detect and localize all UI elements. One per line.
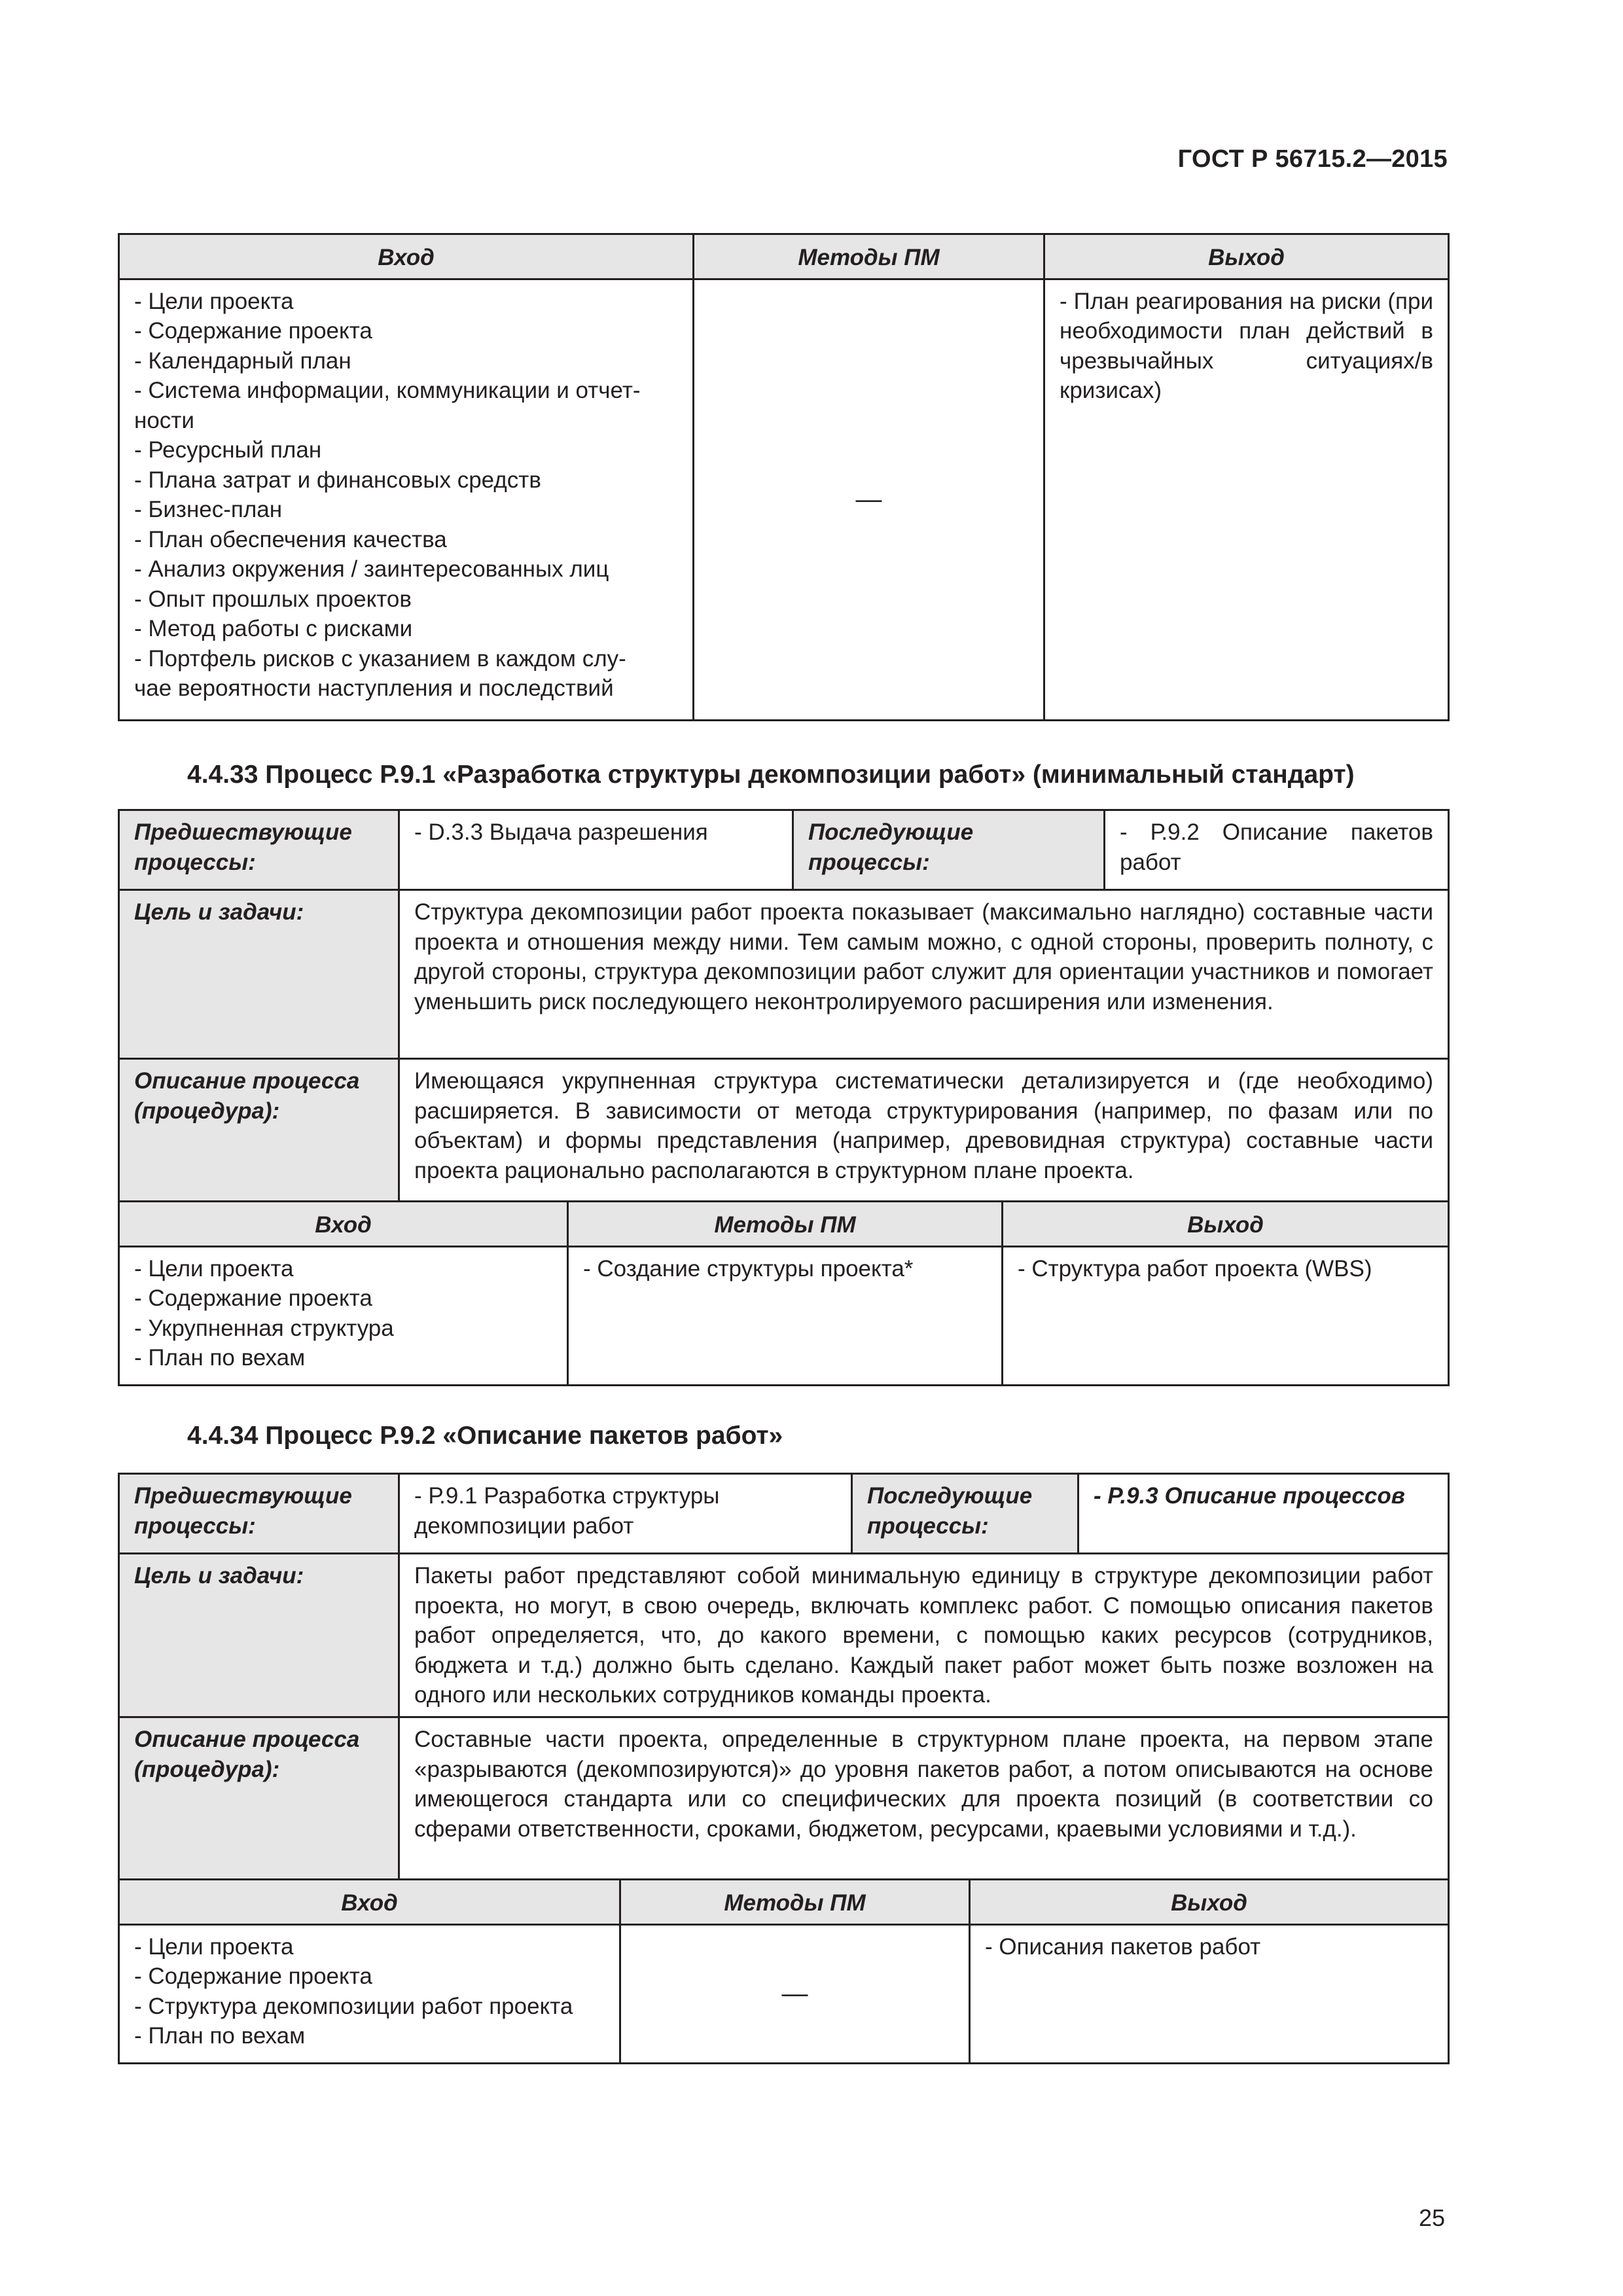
successors-value: - Р.9.3 Описание процессов	[1079, 1474, 1449, 1554]
output-column-header: Выход	[1003, 1202, 1449, 1247]
methods-column-header: Методы ПМ	[694, 234, 1044, 279]
process-table-p92	[118, 1473, 1450, 1880]
goal-text: Пакеты работ представляют собой минимальную единицу в структуре декомпозиции работ проекта, но могут, в свою очередь, включать комплекс работ. С помощью описания пакетов работ определяется, что, до какого времени, с помощью каких ресурсов (сотрудников, бюджета и т.д.) должно быть сделано. Каждый пакет работ может быть позже возложен на одного или нескольких сотрудников команды проекта.	[399, 1554, 1449, 1717]
predecessors-label: Предшествующие процессы:	[119, 810, 399, 890]
output-cell: - Структура работ проекта (WBS)	[1003, 1246, 1449, 1385]
inputs-list	[119, 279, 694, 720]
goal-text: Структура декомпозиции работ проекта показывает (максимально наглядно) составные части проекта и отношения между ними. Тем самым можно, с одной стороны, проверить полноту, с другой стороны, структура декомпозиции работ служит для ориентации участников и помогает уменьшить риск последующего неконтролируемого расширения или изменения.	[399, 890, 1449, 1059]
list-item: - Портфель рисков с указанием в каждом слу-	[134, 645, 626, 672]
procedure-text: Составные части проекта, определенные в структурном плане проекта, на первом этапе «разрываются (декомпозируются)» до уровня пакетов работ, а потом описываются на основе имеющегося стандарта или со специфических для проекта позиций (в соответствии со сферами ответственности, сроками, бюджетом, ресурсами, краевыми условиями и т.д.).	[399, 1717, 1449, 1880]
list-item: - Содержание проекта	[134, 1285, 372, 1311]
procedure-text: Имеющаяся укрупненная структура систематически детализируется и (где необходимо) расширяется. В зависимости от метода структурирования (например, по фазам или по объектам) и формы представления (например, древовидная структура) составные части проекта рационально располагаются в структурном плане проекта.	[399, 1059, 1449, 1202]
list-item: - Метод работы с рисками	[134, 616, 413, 641]
process-table-p91	[118, 809, 1450, 1202]
predecessors-label: Предшествующие процессы:	[119, 1474, 399, 1554]
list-item: - Система информации, коммуникации и отчет-	[134, 378, 641, 403]
output-cell: - План реагирования на риски (при необходимости план действий в чрезвычайных ситуациях/в кризисах)	[1044, 279, 1449, 720]
page-number: 25	[1418, 2204, 1445, 2231]
list-item: - Содержание проекта	[134, 1964, 372, 1989]
input-column-header: Вход	[119, 234, 694, 279]
list-item: - Бизнес-план	[134, 497, 283, 522]
output-column-header: Выход	[1044, 234, 1449, 279]
list-item: - Укрупненная структура	[134, 1315, 394, 1341]
list-item: - Цели проекта	[134, 1933, 294, 1960]
methods-cell: - Создание структуры проекта*	[568, 1246, 1003, 1385]
list-item: - План по вехам	[134, 1345, 306, 1371]
list-item: - Плана затрат и финансовых средств	[134, 467, 541, 493]
inputs-list	[119, 1246, 568, 1385]
list-item: - Опыт прошлых проектов	[134, 586, 412, 612]
methods-column-header: Методы ПМ	[620, 1880, 970, 1925]
list-item: - Содержание проекта	[134, 318, 372, 344]
io-table-p92	[118, 1878, 1450, 2064]
methods-cell: —	[620, 1924, 970, 2063]
list-item: - План обеспечения качества	[134, 526, 447, 552]
goal-label: Цель и задачи:	[119, 890, 399, 1059]
input-column-header: Вход	[119, 1880, 620, 1925]
goal-label: Цель и задачи:	[119, 1554, 399, 1717]
successors-label: Последующие процессы:	[852, 1474, 1079, 1554]
document-header: ГОСТ Р 56715.2—2015	[1177, 145, 1448, 173]
output-column-header: Выход	[970, 1880, 1449, 1925]
list-item: - Цели проекта	[134, 1255, 294, 1282]
predecessors-value: - D.3.3 Выдача разрешения	[399, 810, 793, 890]
successors-value: - Р.9.2 Описание пакетов работ	[1105, 810, 1449, 890]
list-item: ности	[134, 407, 194, 433]
inputs-list	[119, 1924, 620, 2063]
list-item: чае вероятности наступления и последствий	[134, 675, 614, 701]
predecessors-value: - Р.9.1 Разработка структуры декомпозиции работ	[399, 1474, 852, 1554]
list-item: - Структура декомпозиции работ проекта	[134, 1993, 573, 2019]
procedure-label: Описание процесса (процедура):	[119, 1059, 399, 1202]
methods-column-header: Методы ПМ	[568, 1202, 1003, 1247]
section-title-4-4-33: 4.4.33 Процесс Р.9.1 «Разработка структуры декомпозиции работ» (минимальный стандарт)	[187, 761, 1355, 789]
input-column-header: Вход	[119, 1202, 568, 1247]
section-title-4-4-34: 4.4.34 Процесс Р.9.2 «Описание пакетов работ»	[187, 1422, 783, 1450]
procedure-label: Описание процесса (процедура):	[119, 1717, 399, 1880]
io-table-continued	[118, 233, 1450, 721]
output-cell: - Описания пакетов работ	[970, 1924, 1449, 2063]
list-item: - Цели проекта	[134, 288, 294, 314]
list-item: - Календарный план	[134, 348, 351, 374]
list-item: - План по вехам	[134, 2023, 306, 2049]
list-item: - Анализ окружения / заинтересованных лиц	[134, 556, 609, 582]
list-item: - Ресурсный план	[134, 437, 322, 463]
methods-cell: —	[694, 279, 1044, 720]
successors-label: Последующие процессы:	[793, 810, 1105, 890]
io-table-p91	[118, 1200, 1450, 1386]
